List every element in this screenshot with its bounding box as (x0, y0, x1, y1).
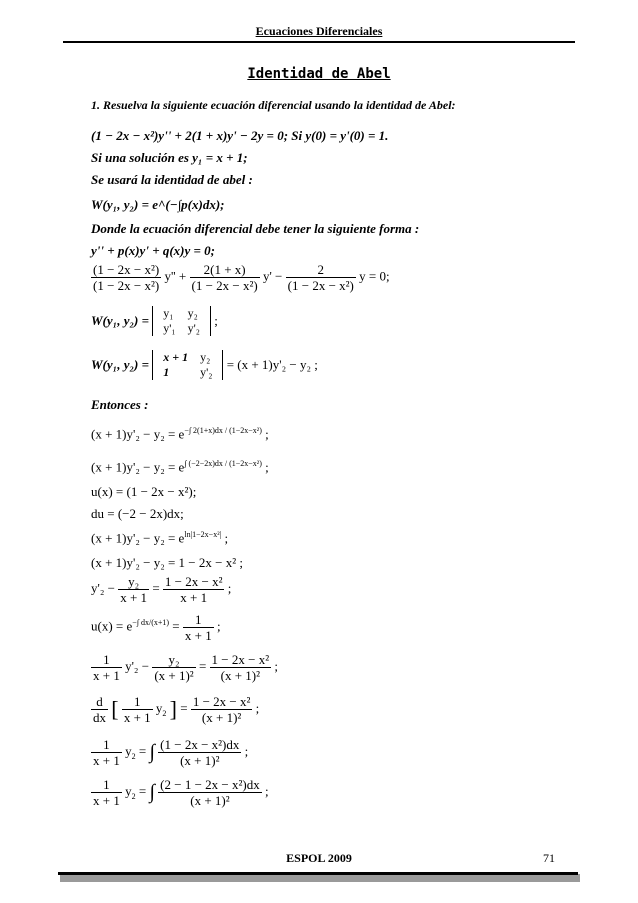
step-7-f1-den: x + 1 (120, 590, 148, 605)
mid-numerator: 2(1 + x) (190, 262, 260, 278)
abel-intro: Se usará la identidad de abel : (91, 172, 253, 187)
footer-bar (58, 872, 578, 875)
fraction-mid (190, 262, 260, 293)
step-9-frac-2 (152, 652, 195, 683)
step-8: $u(x) = e^{-\int dx/(x+1)}$ = $\frac{1}{x + 1}$ ; (91, 612, 221, 643)
step-8-lhs: u(x) = e (91, 618, 133, 634)
normalized-equation (91, 262, 390, 293)
wronskian2-label: W(y₁, y₂) = (91, 357, 149, 372)
step-9-f3-den: (x + 1)² (220, 668, 261, 683)
step-9-f2-num: y₂ (152, 652, 195, 668)
step-10-deriv (91, 694, 108, 725)
lead-denominator: (1 − 2x − x²) (93, 278, 160, 293)
mid-denominator: (1 − 2x − x²) (191, 278, 258, 293)
step-2-exponent: ∫ (−2−2x)dx / (1−2x−x²) (184, 459, 262, 468)
step-9-frac-3 (210, 652, 272, 683)
lead-numerator: (1 − 2x − x²) (93, 262, 160, 277)
det2-b: y₂ (200, 350, 211, 364)
step-6: (x + 1)y'₂ − y₂ = 1 − 2x − x² ; (91, 555, 243, 570)
det2-a: x + 1 (163, 350, 189, 364)
known-solution: Si una solución es y₁ = x + 1; (91, 150, 248, 165)
step-7-f1-num: y₂ (118, 574, 149, 590)
step-11: $\frac{1}{x + 1}$ $y_2$ = ∫ $\frac{\text{(1 − 2x − x²)dx}}{\text{(x + 1)²}}$ ; (93, 737, 249, 768)
footer-institution: ESPOL 2009 (286, 851, 352, 865)
step-10-rhs (191, 694, 253, 725)
step-7-frac-1 (118, 574, 149, 605)
step-12-num: 1 (91, 777, 122, 793)
step-11-rhs-den: (x + 1)² (180, 753, 220, 768)
step-3: u(x) = (1 − 2x − x²); (91, 484, 197, 499)
step-9-f1-den: x + 1 (93, 668, 120, 683)
step-7-lhs: y'₂ − (91, 580, 115, 596)
step-11-den: x + 1 (93, 753, 120, 768)
running-header: Ecuaciones Diferenciales (255, 24, 383, 38)
step-9-mid: y'₂ − (125, 658, 150, 674)
page-number: 71 (543, 851, 555, 865)
wronskian-substituted (91, 350, 318, 380)
step-10: $\frac{d}{dx}$ [ $\frac{1}{x + 1}$ $y_2$ ] = $\frac{\text{1 − 2x − x²}}{\text{(x + 1)²}}$ ; (93, 694, 260, 725)
step-10-d-den: dx (93, 710, 106, 725)
step-11-rhs (158, 737, 241, 768)
step-8-num: 1 (183, 612, 214, 628)
right-numerator: 2 (286, 262, 356, 278)
step-10-rhs-den: (x + 1)² (201, 710, 242, 725)
step-11-num: 1 (91, 737, 122, 753)
det-d: y'₂ (187, 321, 200, 335)
step-10-d-num: d (91, 694, 108, 710)
wronskian-label: W(y₁, y₂) = (91, 313, 149, 328)
step-7-f2-den: x + 1 (180, 590, 208, 605)
det-a: y₁ (163, 306, 174, 320)
step-12-rhs-den: (x + 1)² (190, 793, 230, 808)
det-b: y₂ (187, 306, 198, 320)
fraction-lead (91, 262, 161, 293)
entonces-label: Entonces : (91, 397, 149, 412)
step-10-inner (122, 694, 153, 725)
step-1-lhs: (x + 1)y'₂ − y₂ = e (91, 426, 185, 442)
term-yprime: y' − (262, 268, 283, 284)
fraction-right (286, 262, 356, 293)
term-y2prime: y'' + (164, 268, 187, 284)
det2-d: y'₂ (200, 365, 213, 379)
step-12-rhs-num: (2 − 1 − 2x − x²)dx (160, 777, 260, 792)
step-10-in-num: 1 (122, 694, 153, 710)
step-7-f2-num: 1 − 2x − x² (164, 574, 223, 589)
header-rule (63, 41, 575, 43)
problem-statement: 1. Resuelva la siguiente ecuación diferencial usando la identidad de Abel: (91, 98, 456, 112)
footer-bar-shadow (60, 874, 580, 882)
step-10-in-den: x + 1 (123, 710, 151, 725)
step-7-frac-2 (163, 574, 225, 605)
step-5-lhs: (x + 1)y'₂ − y₂ = e (91, 530, 185, 546)
step-11-frac (91, 737, 122, 768)
term-y: y = 0; (359, 268, 390, 284)
step-9-frac-1 (91, 652, 122, 683)
standard-form: y'' + p(x)y' + q(x)y = 0; (91, 243, 216, 258)
step-1: $(x + 1)y'_2 - y_2 = e^{-\int 2(1+x)dx / (1-2x-x^2)}$ ; (91, 426, 269, 442)
wronskian-determinant: W(y₁, y₂) = y₁ y₂ y'₁ y'₂ ; (91, 306, 218, 335)
wronskian2-result: = (x + 1)y'₂ − y₂ ; (226, 357, 318, 372)
step-8-exponent: −∫ dx/(x+1) (132, 618, 170, 628)
page-title: Identidad de Abel (247, 66, 391, 82)
step-12-rhs (158, 777, 262, 808)
step-9-f1-num: 1 (91, 652, 122, 668)
right-denominator: (1 − 2x − x²) (287, 278, 354, 293)
step-5: $(x + 1)y'_2 - y_2 = e^{ln|1-2x-x^2|}$ ; (91, 530, 229, 546)
step-12: $\frac{1}{x + 1}$ $y_2$ = ∫ $\frac{\text{(2 − 1 − 2x − x²)dx}}{\text{(x + 1)²}}$ ; (93, 777, 269, 808)
determinant2-matrix (152, 350, 223, 380)
step-11-rhs-num: (1 − 2x − x²)dx (160, 737, 240, 752)
determinant-matrix (152, 306, 211, 336)
step-12-den: x + 1 (93, 793, 120, 808)
step-9-f3-num: 1 − 2x − x² (211, 652, 270, 667)
step-9-f2-den: (x + 1)² (154, 668, 194, 683)
step-10-rhs-num: 1 − 2x − x² (192, 694, 251, 709)
det2-c: 1 (163, 365, 170, 379)
step-7: y'₂ − $\frac{\text{y₂}}{x + 1}$ = $\frac{\text{1 − 2x − x²}}{x + 1}$ ; (91, 574, 232, 605)
abel-identity: W(y₁, y₂) = e^(−∫p(x)dx); (91, 197, 225, 212)
form-intro: Donde la ecuación diferencial debe tener la siguiente forma : (91, 221, 420, 236)
step-8-den: x + 1 (184, 628, 212, 643)
step-12-frac (91, 777, 122, 808)
step-9: $\frac{1}{x + 1}$ y'₂ − $\frac{\text{y₂}}{\text{(x + 1)²}}$ = $\frac{\text{1 − 2x − x²}}{\text{(x + 1)²}}$ ; (93, 652, 278, 683)
ode-equation: (1 − 2x − x²)y'' + 2(1 + x)y' − 2y = 0; Si y(0) = y'(0) = 1. (91, 128, 389, 143)
det-c: y'₁ (163, 321, 176, 335)
step-2: $(x + 1)y'_2 - y_2 = e^{\int (-2-2x)dx / (1-2x-x^2)}$ ; (91, 459, 269, 475)
step-8-frac (183, 612, 214, 643)
step-2-lhs: (x + 1)y'₂ − y₂ = e (91, 459, 185, 475)
step-4: du = (−2 − 2x)dx; (91, 506, 184, 521)
step-5-exponent: ln|1−2x−x²| (184, 530, 222, 539)
step-1-exponent: −∫ 2(1+x)dx / (1−2x−x²) (184, 426, 262, 435)
